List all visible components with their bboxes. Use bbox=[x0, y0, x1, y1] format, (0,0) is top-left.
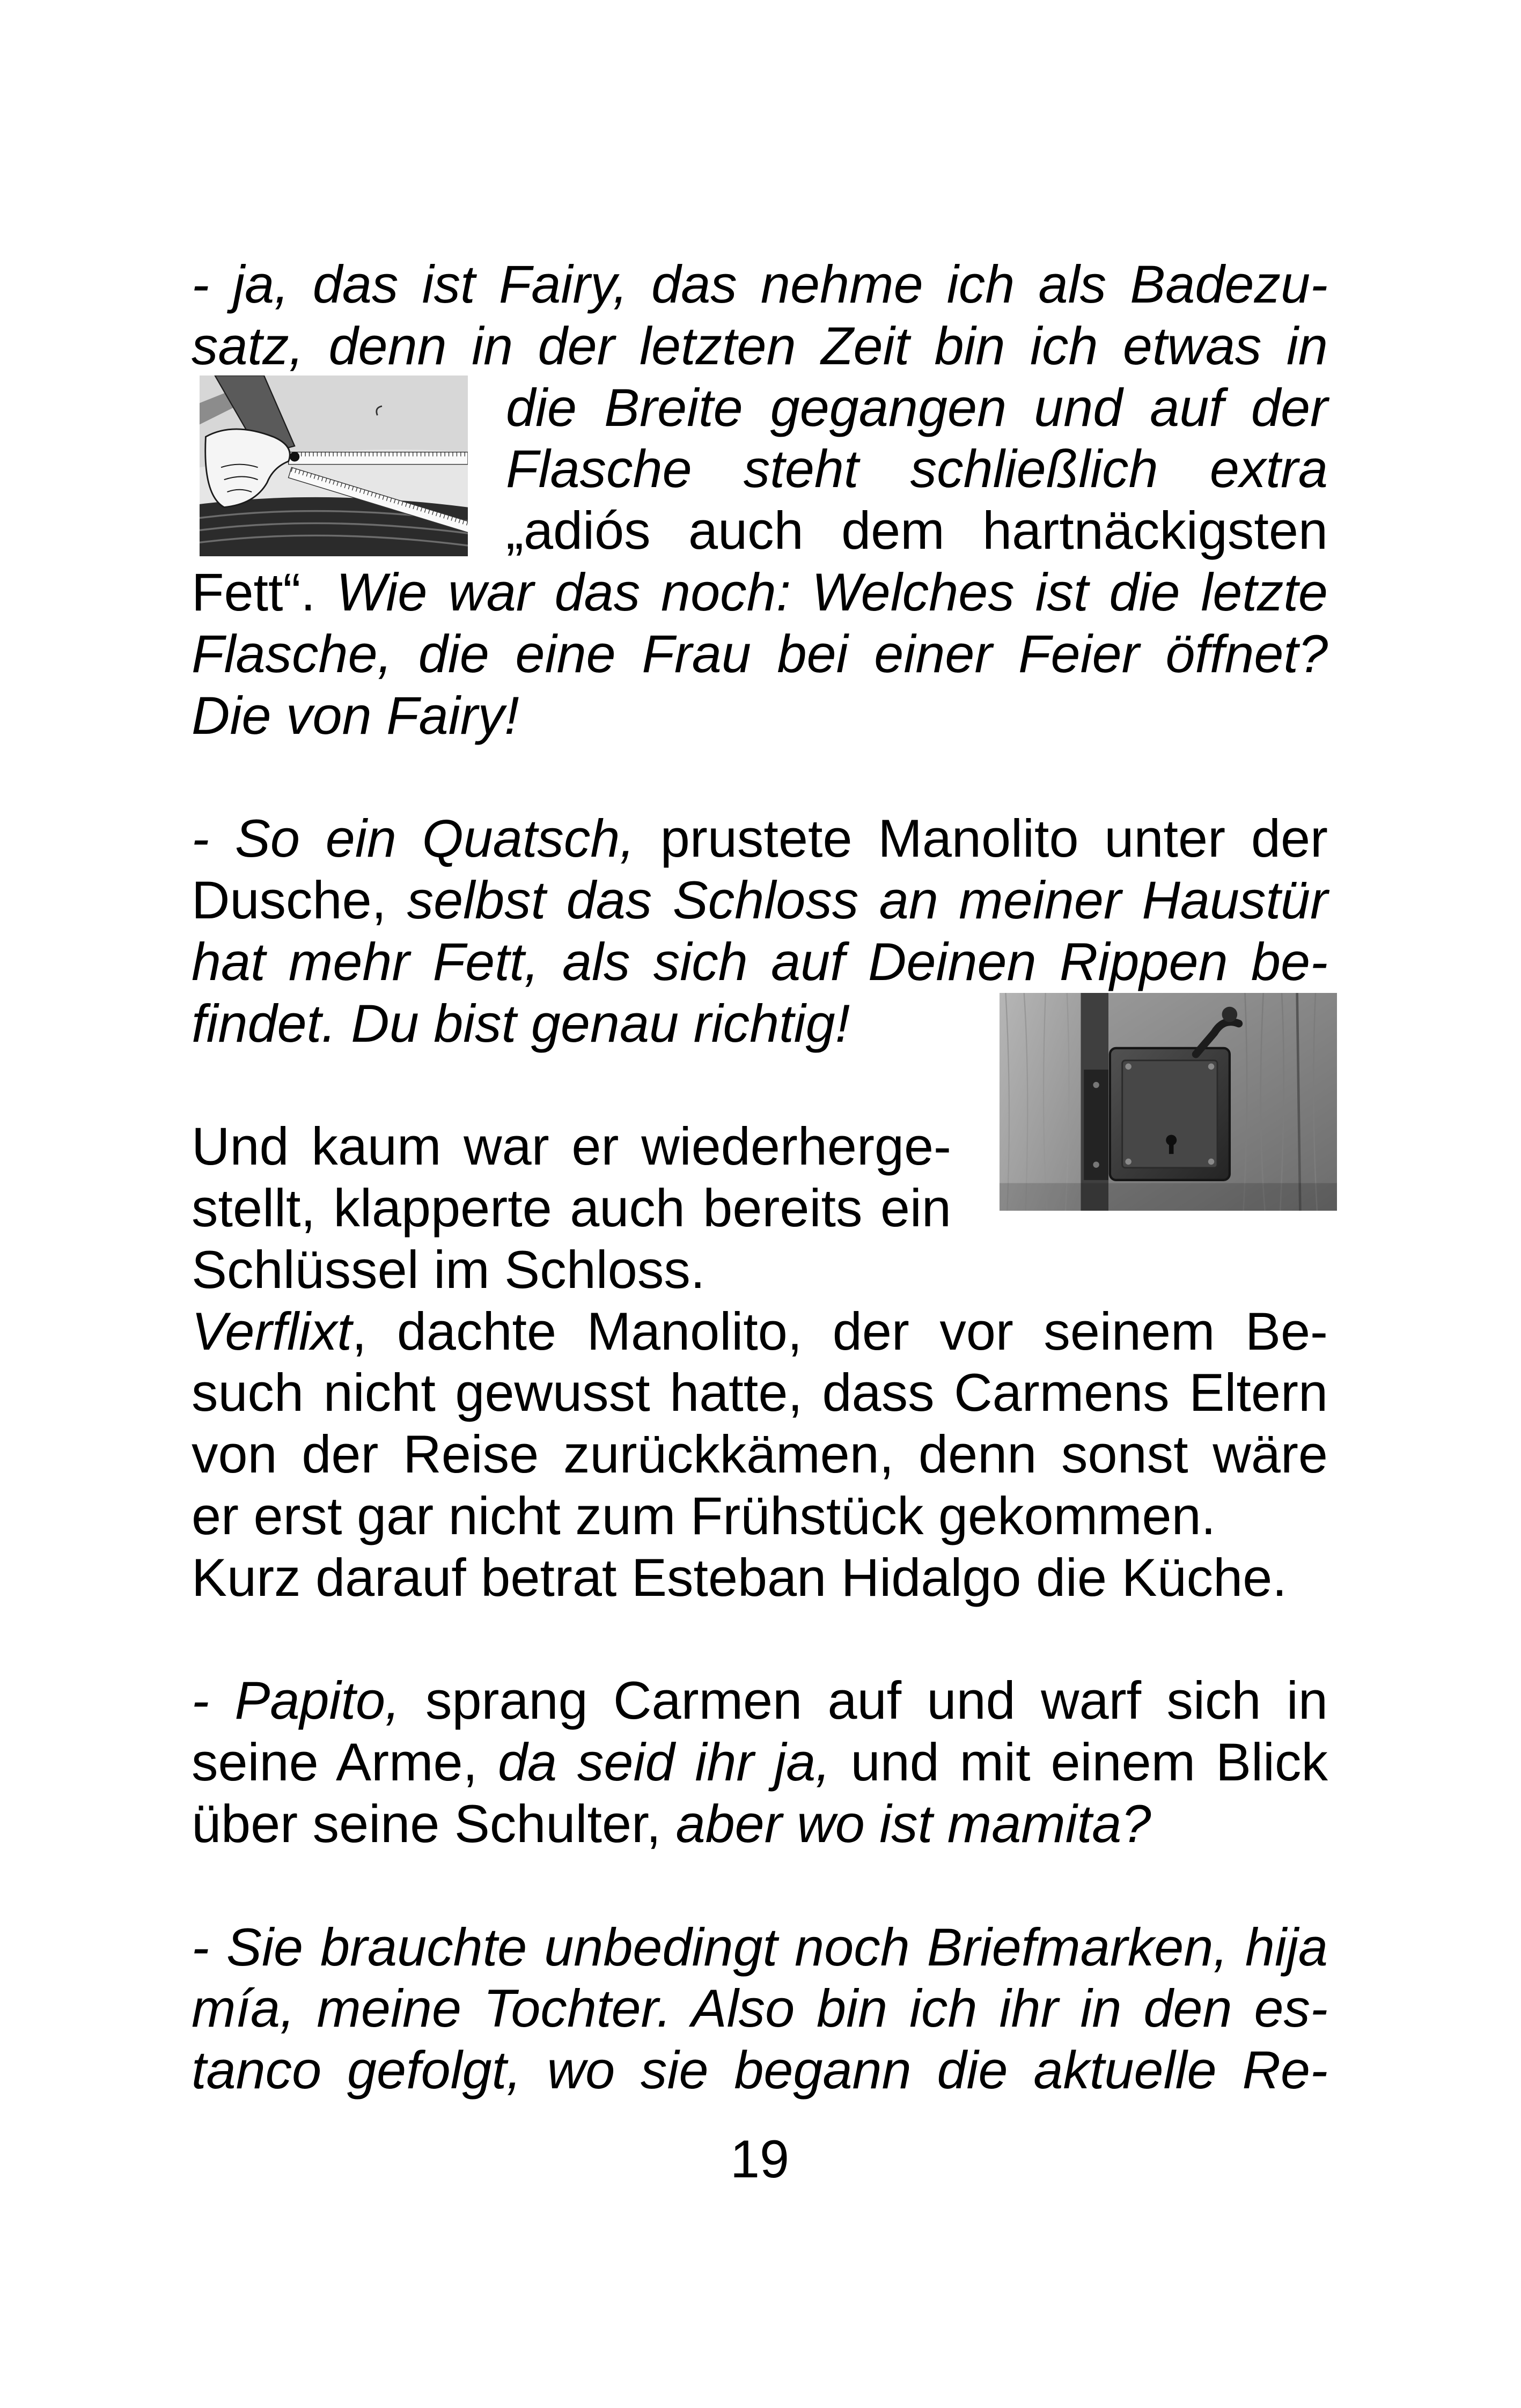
text-line bbox=[192, 1177, 951, 1239]
text-line bbox=[192, 1239, 1328, 1301]
italic-text-run: - Sie brauchte unbedingt noch Briefmarken, hija bbox=[192, 1917, 1328, 1977]
body-text bbox=[192, 254, 1328, 2163]
italic-text-run: satz, denn in der letzten Zeit bin ich etwas in bbox=[192, 315, 1328, 375]
paragraph bbox=[192, 254, 1328, 746]
text-line bbox=[506, 438, 1328, 500]
text-line bbox=[192, 315, 1328, 377]
italic-text-run: aber wo ist mamita? bbox=[675, 1793, 1151, 1853]
italic-text-run: Flasche steht schließlich extra bbox=[506, 439, 1328, 499]
text-run: „adiós auch dem hartnäckigsten bbox=[506, 500, 1328, 561]
text-line bbox=[192, 254, 1328, 315]
text-run: Schlüssel im Schloss. bbox=[192, 1239, 706, 1299]
text-line bbox=[192, 685, 1328, 747]
text-run: , dachte Manolito, der vor seinem Be- bbox=[351, 1301, 1328, 1361]
text-run: stellt, klapperte auch bereits ein bbox=[192, 1177, 951, 1238]
italic-text-run: Verflixt bbox=[192, 1301, 352, 1361]
text-line bbox=[192, 1978, 1328, 2039]
text-line bbox=[192, 993, 1328, 1055]
text-line bbox=[192, 1732, 1328, 1793]
text-line bbox=[192, 1116, 951, 1177]
text-run: Kurz darauf betrat Esteban Hidalgo die Küche. bbox=[192, 1547, 1287, 1607]
text-line bbox=[506, 377, 1328, 439]
text-line bbox=[192, 1917, 1328, 1978]
text-line bbox=[192, 1301, 1328, 1363]
italic-text-run: die Breite gegangen und auf der bbox=[506, 377, 1328, 437]
italic-text-run: - So ein Quatsch, bbox=[192, 808, 635, 868]
text-run: Fett“. bbox=[192, 562, 316, 622]
text-run: sprang Carmen auf und warf sich in bbox=[400, 1670, 1328, 1730]
text-line bbox=[192, 623, 1328, 685]
italic-text-run: - Papito, bbox=[192, 1670, 400, 1730]
italic-text-run: da seid ihr ja, bbox=[497, 1732, 831, 1792]
text-line bbox=[192, 931, 1328, 993]
text-run: er erst gar nicht zum Frühstück gekommen. bbox=[192, 1485, 1216, 1545]
paragraph bbox=[192, 1116, 1328, 1608]
paragraph bbox=[192, 808, 1328, 1054]
text-run: und mit einem Blick bbox=[830, 1732, 1328, 1792]
text-line bbox=[192, 562, 1328, 623]
italic-text-run: Die von Fairy! bbox=[192, 685, 519, 745]
text-run: such nicht gewusst hatte, dass Carmens Eltern bbox=[192, 1363, 1328, 1423]
text-line bbox=[192, 1362, 1328, 1424]
text-line bbox=[506, 500, 1328, 562]
text-line bbox=[192, 2039, 1328, 2101]
text-line bbox=[192, 1670, 1328, 1732]
text-line bbox=[192, 1793, 1328, 1855]
text-run: Dusche, bbox=[192, 870, 387, 930]
italic-text-run: Wie war das noch: Welches ist die letzte bbox=[315, 562, 1328, 622]
paragraph bbox=[192, 1670, 1328, 1854]
text-run: von der Reise zurückkämen, denn sonst wäre bbox=[192, 1424, 1328, 1484]
page-number: 19 bbox=[730, 2129, 790, 2189]
italic-text-run: hat mehr Fett, als sich auf Deinen Rippen be- bbox=[192, 931, 1328, 991]
text-line bbox=[192, 870, 1328, 931]
text-run: seine Arme, bbox=[192, 1732, 498, 1792]
italic-text-run: findet. Du bist genau richtig! bbox=[192, 993, 850, 1053]
italic-text-run: tanco gefolgt, wo sie begann die aktuelle Re- bbox=[192, 2040, 1328, 2100]
italic-text-run: Flasche, die eine Frau bei einer Feier öffnet? bbox=[192, 623, 1328, 683]
paragraph bbox=[192, 1917, 1328, 2101]
text-line bbox=[192, 1485, 1328, 1547]
italic-text-run: selbst das Schloss an meiner Haustür bbox=[386, 870, 1328, 930]
italic-text-run: - ja, das ist Fairy, das nehme ich als Badezu- bbox=[192, 254, 1328, 314]
text-line bbox=[192, 1547, 1328, 1609]
italic-text-run: mía, meine Tochter. Also bin ich ihr in den es- bbox=[192, 1978, 1328, 2038]
text-line bbox=[192, 1424, 1328, 1485]
text-line bbox=[192, 808, 1328, 870]
text-run: über seine Schulter, bbox=[192, 1793, 676, 1853]
text-run: prustete Manolito unter der bbox=[634, 808, 1328, 868]
text-run: Und kaum war er wiederherge- bbox=[192, 1116, 951, 1176]
